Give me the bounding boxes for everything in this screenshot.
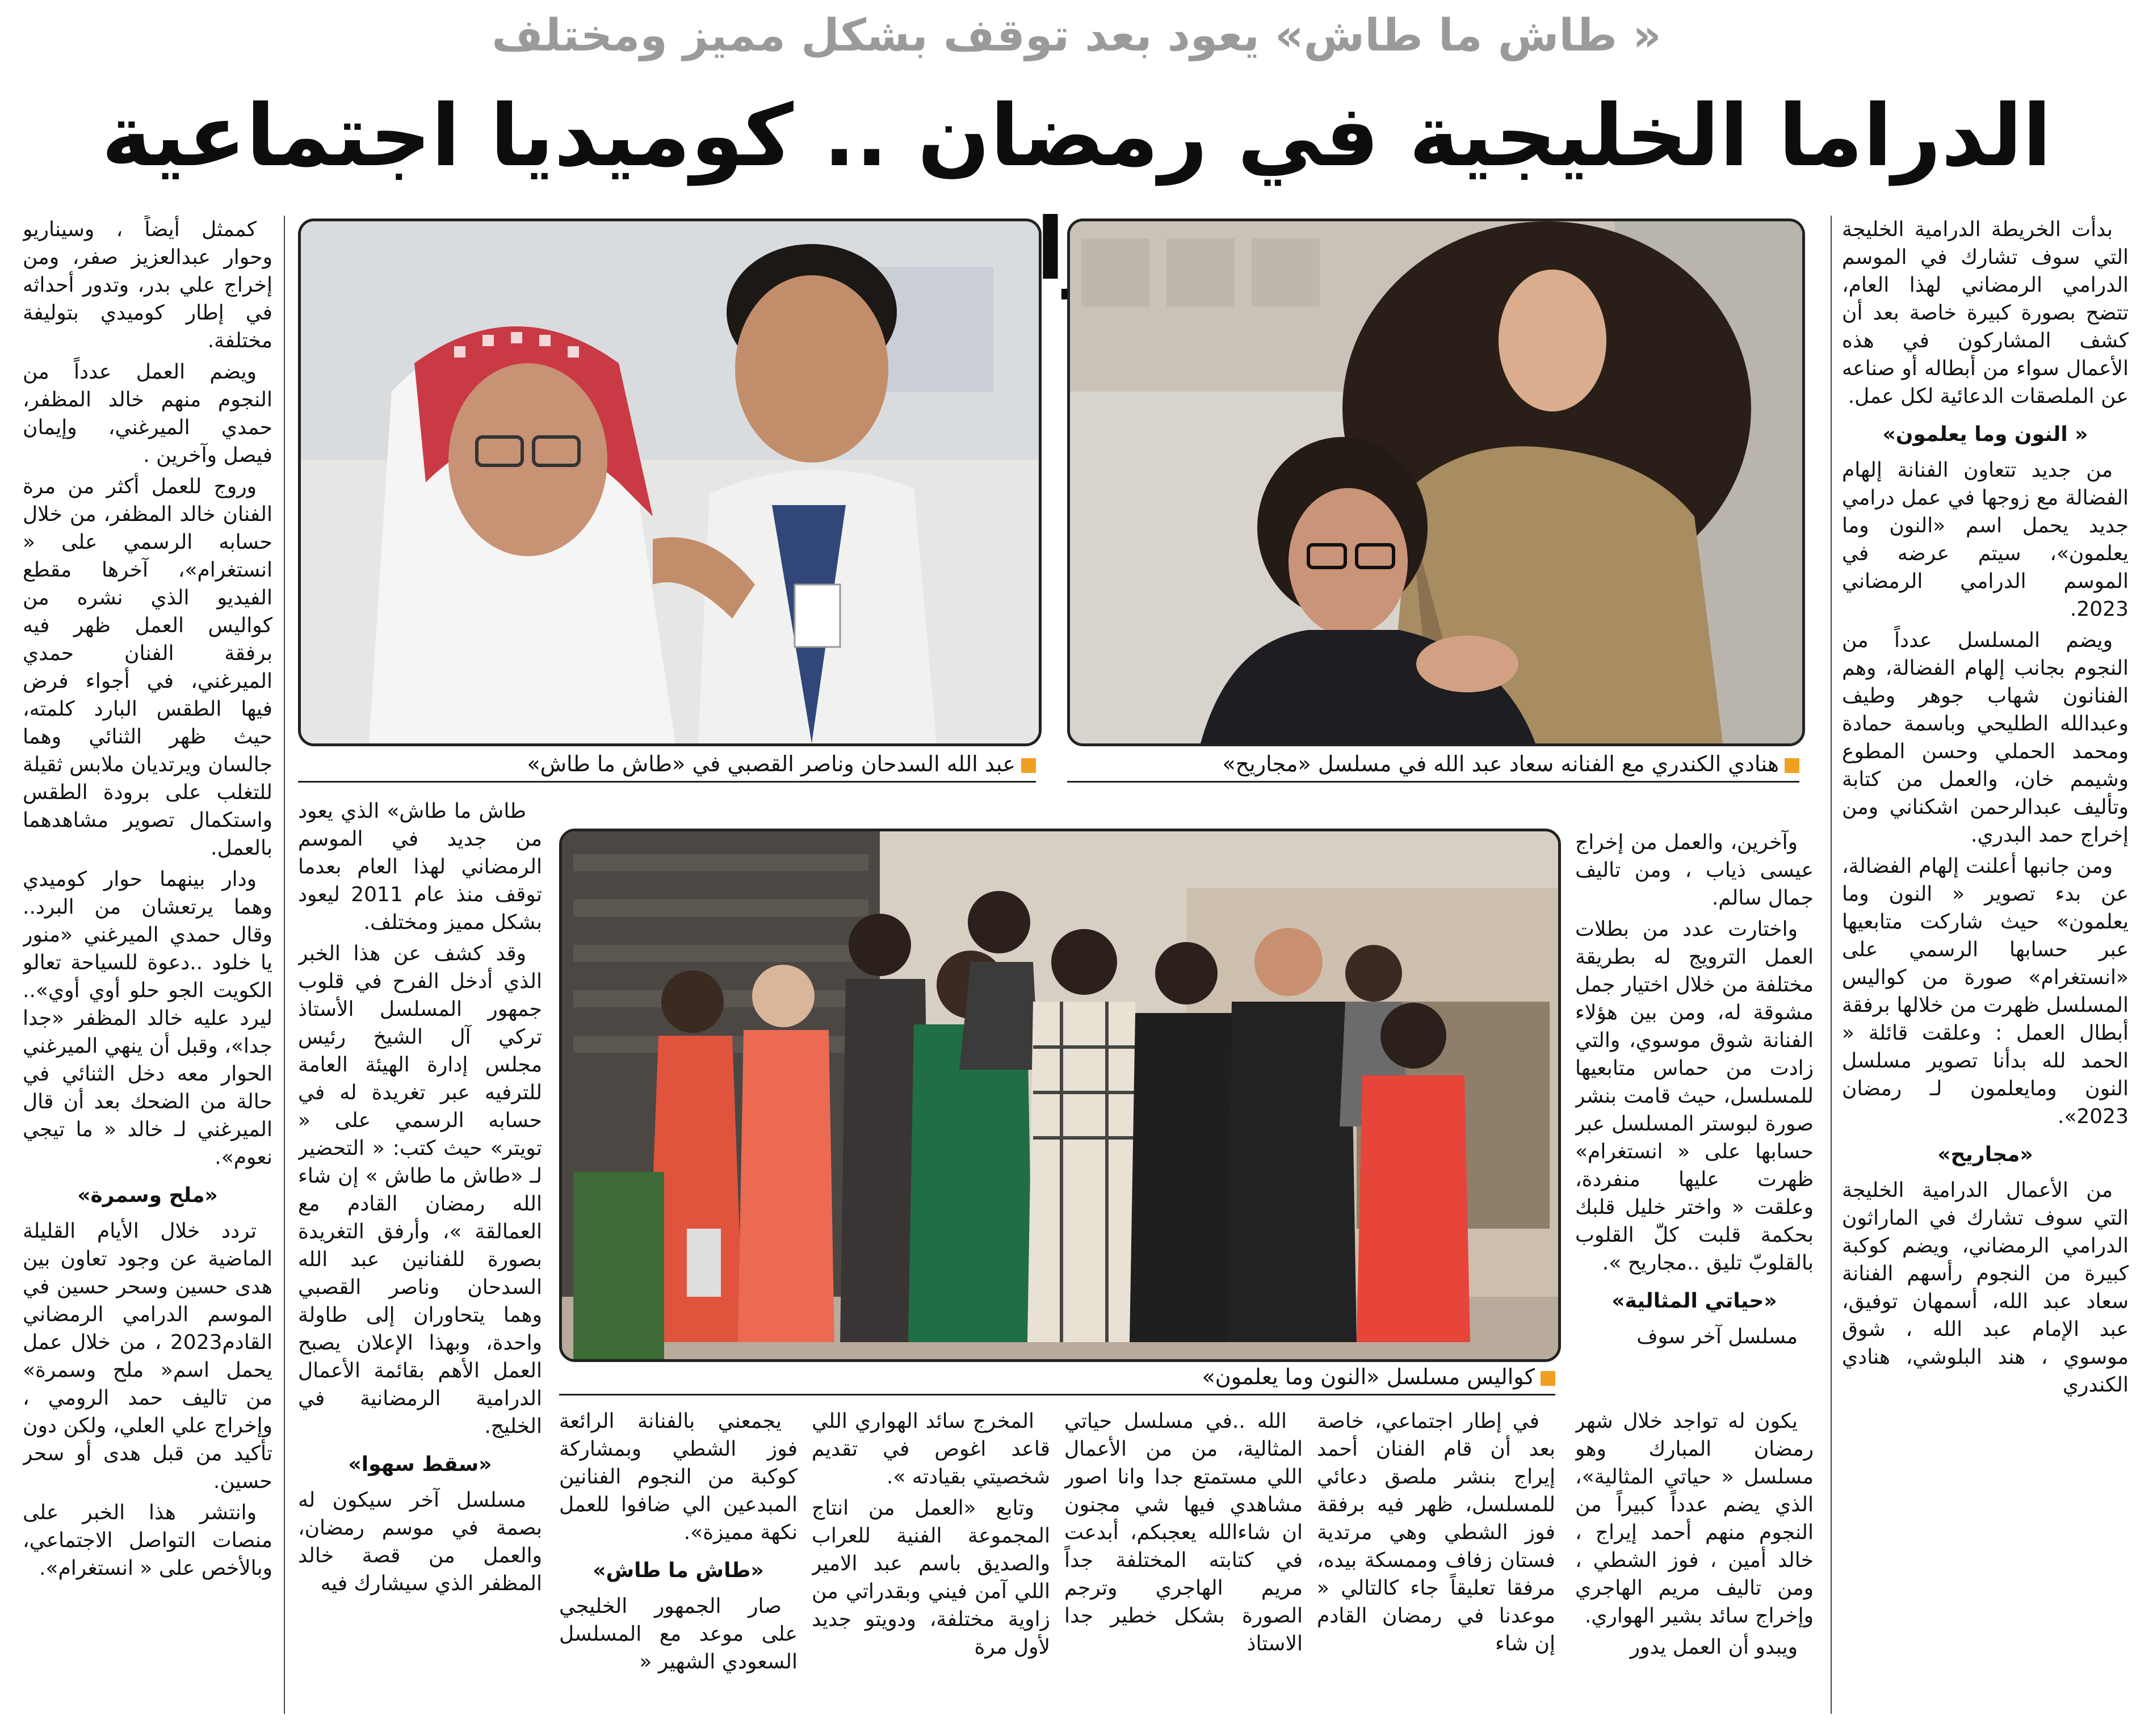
- article-column-2b: [1575, 1407, 1814, 1725]
- paragraph: بدأت الخريطة الدرامية الخليجة التي سوف تشارك في الموسم الدرامي الرمضاني لهذا العام، تتضح بصورة كبيرة خاصة بعد أن كشف المشاركون في هذه الأعمال سواء من أبطاله أو صناعه عن الملصقات الدعائية لكل عمل.: [1842, 218, 2129, 408]
- paragraph: في إطار اجتماعي، خاصة بعد أن قام الفنان أحمد إيراج بنشر ملصق دعائي للمسلسل، ظهر فيه برفقة فوز الشطي وهي مرتدية فستان زفاف وممسكة بيده، مرفقا تعليقاً جاء كالتالي « موعدنا في رمضان القادم إن شاء: [1317, 1410, 1555, 1655]
- section-subheading: «حياتي المثالية»: [1611, 1289, 1777, 1313]
- section-subheading: «طاش ما طاش»: [593, 1559, 764, 1582]
- paragraph: ومن جانبها أعلنت إلهام الفضالة، عن بدء تصوير « النون وما يعلمون» حيث شاركت متابعيها عبر حسابها الرسمي على «انستغرام» صورة من كواليس المسلسل ظهرت من خلالها برفقة أبطال العمل : وعلقت قائلة « الحمد لله بدأنا تصوير مسلسل النون ومايعلمون لـ رمضان 2023».: [1842, 855, 2129, 1128]
- paragraph: كممثل أيضاً ، وسيناريو وحوار عبدالعزيز صفر، ومن إخراج علي بدر، وتدور أحداثه في إطار كوميدي بتوليفة مختلفة.: [23, 218, 272, 352]
- paragraph: وقد كشف عن هذا الخبر الذي أدخل الفرح في قلوب جمهور المسلسل الأستاذ تركي آل الشيخ رئيس مجلس إدارة الهيئة العامة للترفيه عبر تغريدة له في حسابه الرسمي على « تويتر» حيث كتب: « التحضير لـ «طاش ما طاش » إن شاء الله رمضان القادم مع العمالقة »، وأرفق التغريدة بصورة للفنانين عبد الله السدحان وناصر القصبي وهما يتحاوران إلى طاولة واحدة، وبهذا الإعلان يصبح العمل الأهم بقائمة الأعمال الدرامية الرمضانية في الخليج.: [298, 942, 542, 1438]
- column-divider: [284, 216, 285, 1714]
- paragraph: مسلسل آخر سوف: [1636, 1325, 1798, 1348]
- paragraph: من الأعمال الدرامية الخليجة التي سوف تشارك في الماراثون الدرامي الرمضاني، ويضم كوكبة كبيرة من النجوم رأسهم الفنانة سعاد عبد الله، أسمهان توفيق، عبد الإمام عبد الله ، شوق موسوي ، هند البلوشي، هنادي الكندري: [1842, 1179, 2129, 1397]
- photo-majarih: [1067, 218, 1805, 746]
- caption-marker-icon: [1541, 1371, 1555, 1386]
- photo-tash-ma-tash: [298, 218, 1042, 746]
- caption-marker-icon: [1021, 758, 1036, 773]
- paragraph: وآخرين، والعمل من إخراج عيسى ذياب ، ومن تاليف جمال سالم.: [1575, 831, 1814, 910]
- caption-text: كواليس مسلسل «النون وما يعلمون»: [1202, 1364, 1535, 1389]
- article-column-4b: [1064, 1407, 1303, 1725]
- paragraph: يكون له تواجد خلال شهر رمضان المبارك وهو مسلسل « حياتي المثالية»، الذي يضم عدداً كبيراً من النجوم منهم أحمد إيراج ، خالد أمين ، فوز الشطي ، ومن تاليف مريم الهاجري وإخراج سائد بشير الهواري.: [1575, 1410, 1814, 1628]
- photo-majarih-image: [1070, 221, 1802, 743]
- photo-caption-majarih: [1067, 749, 1799, 783]
- paragraph: تردد خلال الأيام القليلة الماضية عن وجود تعاون بين هدى حسين وسحر حسين في الموسم الدرامي الرمضاني القادم2023 ، من خلال عمل يحمل اسم« ملح وسمرة» من تاليف حمد الرومي ، وإخراج علي العلي، ولكن دون تأكيد من قبل هدى أو سحر حسين.: [23, 1220, 272, 1493]
- section-subheading: «سقط سهوا»: [348, 1453, 492, 1476]
- headline: الدراما الخليجية في رمضان .. كوميديا اجتماعية: [101, 87, 2052, 186]
- photo-caption-tash: [298, 749, 1036, 783]
- photo-caption-nun: [559, 1362, 1555, 1395]
- paragraph: ودار بينهما حوار كوميدي وهما يرتعشان من البرد.. وقال حمدي الميرغني «منور يا خلود ..دعوة للسياحة تعالو الكويت الجو حلو أوي أوي».. ليرد عليه خالد المظفر «جدا جدا»، وقبل أن ينهي الميرغني الحوار معه دخل الثنائي في حالة من الضحك بعد أن قال الميرغني لـ خالد « ما تيجي نعوم».: [23, 868, 272, 1169]
- paragraph: الله ..في مسلسل حياتي المثالية، من من الأعمال اللي مستمتع جدا وانا اصور مشاهدي فيها شي مجنون ان شاءالله يعجبكم، أبدعت في كتابته المختلفة جداً مريم الهاجري وترجم الصورة بشكل خطير جدا الاستاذ: [1064, 1410, 1303, 1655]
- paragraph: ويضم المسلسل عدداً من النجوم بجانب إلهام الفضالة، وهم الفنانون شهاب جوهر وطيف وعبدالله الطليحي وباسمة حمادة ومحمد الحملي وحسن المطوع وشيمم خان، والعمل من كتابة وتأليف عبدالرحمن اشكناني ومن إخراج حمد البدري.: [1842, 629, 2129, 847]
- caption-text: هنادي الكندري مع الفنانه سعاد عبد الله في مسلسل «مجاريح»: [1222, 751, 1779, 776]
- section-subheading: «مجاريح»: [1937, 1143, 2033, 1166]
- photo-tash-image: [301, 221, 1039, 743]
- kicker-subheadline: « طاش ما طاش» يعود بعد توقف بشكل مميز ومختلف: [492, 10, 1661, 61]
- paragraph: ويبدو أن العمل يدور: [1630, 1636, 1798, 1659]
- paragraph: المخرج سائد الهواري اللي قاعد اغوص في تقديم شخصيتي بقيادته ».: [812, 1410, 1050, 1489]
- paragraph: مسلسل آخر سيكون له بصمة في موسم رمضان، والعمل من قصة خالد المظفر الذي سيشارك فيه: [298, 1489, 542, 1595]
- article-column-1: [1842, 216, 2129, 1714]
- article-column-8: [23, 216, 272, 1725]
- paragraph: ويضم العمل عدداً من النجوم منهم خالد المظفر، حمدي الميرغني، وإيمان فيصل وآخرين .: [23, 360, 272, 467]
- article-column-7: [298, 797, 542, 1728]
- paragraph: وتابع «العمل من انتاج المجموعة الفنية للعراب والصديق باسم عبد الامير اللي آمن فيني وبقدراتي من زاوية مختلفة، ودويتو جديد لأول مرة: [812, 1497, 1050, 1659]
- article-column-2a: [1575, 829, 1814, 1385]
- photo-nun-wa-ma-yalamun: [559, 829, 1561, 1362]
- article-column-3b: [1317, 1407, 1555, 1725]
- section-subheading: « النون وما يعلمون»: [1882, 423, 2088, 446]
- section-subheading: «ملح وسمرة»: [77, 1184, 218, 1207]
- caption-text: عبد الله السدحان وناصر القصبي في «طاش ما طاش»: [527, 751, 1015, 776]
- paragraph: يجمعني بالفنانة الرائعة فوز الشطي وبمشاركة كوكبة من النجوم الفنانين المبدعين الي ضافوا للعمل نكهة مميزة».: [559, 1410, 798, 1544]
- caption-marker-icon: [1785, 758, 1799, 773]
- paragraph: من جديد تتعاون الفنانة إلهام الفضالة مع زوجها في عمل درامي جديد يحمل اسم «النون وما يعلمون»، سيتم عرضه في الموسم الدرامي الرمضاني 2023.: [1842, 459, 2129, 621]
- article-column-6b: [559, 1407, 798, 1725]
- article-column-5b: [812, 1407, 1050, 1725]
- paragraph: صار الجمهور الخليجي على موعد مع المسلسل السعودي الشهير «: [559, 1595, 798, 1674]
- column-divider: [1831, 216, 1832, 1714]
- paragraph: طاش ما طاش» الذي يعود من جديد في الموسم الرمضاني لهذا العام بعدما توقف منذ عام 2011 ليعود بشكل مميز ومختلف.: [298, 800, 542, 934]
- paragraph: واختارت عدد من بطلات العمل الترويج له بطريقة مختلفة من خلال اختيار جمل مشوقة له، ومن بين هؤلاء الفنانة شوق موسوي، والتي زادت من حماس متابعيها للمسلسل، حيث قامت بنشر صورة لبوستر المسلسل عبر حسابها على « انستغرام» ظهرت عليها منفردة، وعلقت « واختر خليل قلبك بحكمة قلبت كلّ القلوب بالقلوبّ تليق ..مجاريح ».: [1575, 918, 1814, 1275]
- paragraph: وانتشر هذا الخبر على منصات التواصل الاجتماعي، وبالأخص على « انستغرام».: [23, 1501, 272, 1580]
- paragraph: وروج للعمل أكثر من مرة الفنان خالد المظفر، من خلال حسابه الرسمي على « انستغرام»، آخرها مقطع الفيديو الذي نشره من كواليس العمل ظهر فيه برفقة الفنان حمدي الميرغني، في أجواء فرض فيها الطقس البارد كلمته، حيث ظهر الثنائي وهما جالسان ويرتديان ملابس ثقيلة للتغلب على برودة الطقس واستكمال تصوير مشاهدهما بالعمل.: [23, 475, 272, 860]
- photo-cast-image: [562, 831, 1558, 1359]
